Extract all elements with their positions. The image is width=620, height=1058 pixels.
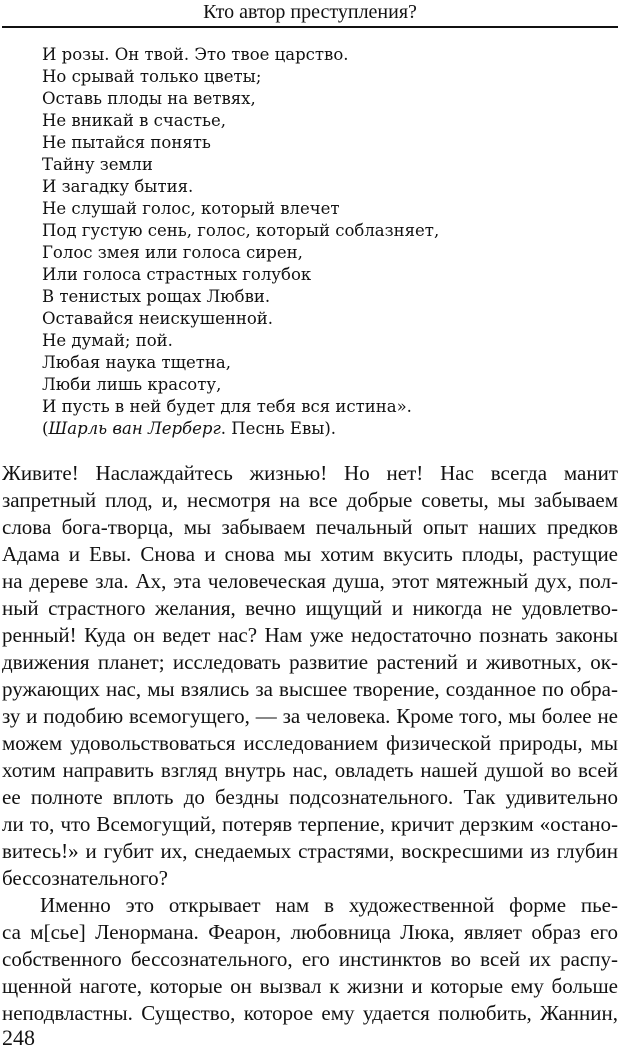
paragraph-line: Именно это открывает нам в художественной форме пье- <box>40 893 618 917</box>
poem-line: И пусть в ней будет для тебя вся истина». <box>42 397 412 416</box>
poem-line: В тенистых рощах Любви. <box>42 287 271 306</box>
running-header <box>0 0 620 28</box>
paragraph-line: можем удовольствоваться исследованием физической природы, мы <box>2 731 618 755</box>
poem-line: Под густую сень, голос, который соблазняет, <box>42 221 440 240</box>
poem-line: Или голоса страстных голубок <box>42 265 312 284</box>
poem-line: И загадку бытия. <box>42 177 194 196</box>
paragraph-line: витесь!» и губит их, снедаемых страстями, воскресшими из глубин <box>2 839 618 863</box>
paragraph-line: на дереве зла. Ах, эта человеческая душа, этот мятежный дух, пол- <box>2 569 618 593</box>
attribution-rest: . Песнь Евы). <box>220 419 337 438</box>
paragraph-line: Живите! Наслаждайтесь жизнью! Но нет! Нас всегда манит <box>2 461 618 485</box>
paragraph-line: са м[сье] Ленормана. Феарон, любовница Люка, являет образ его <box>2 920 618 944</box>
poem-quote <box>42 44 602 440</box>
poem-line: Люби лишь красоту, <box>42 375 222 394</box>
paragraph-line: зу и подобию всемогущего, — за человека. Кроме того, мы более не <box>2 704 618 728</box>
paragraph-line: щенной наготе, которые он вызвал к жизни и которые ему больше <box>2 974 618 998</box>
paragraph-line: собственного бессознательного, его инстинктов во всей их распу- <box>2 947 618 971</box>
poem-line: Не пытайся понять <box>42 133 211 152</box>
poem-attribution <box>42 418 602 440</box>
poem-line: Оставь плоды на ветвях, <box>42 89 256 108</box>
attribution-author: Шарль ван Лерберг <box>48 419 221 438</box>
paragraph-line: ли то, что Всемогущий, потеряв терпение, кричит дерзким «остано- <box>2 812 618 836</box>
poem-line: Оставайся неискушенной. <box>42 309 274 328</box>
paragraph-line: запретный плод, и, несмотря на все добрые советы, мы забываем <box>2 488 618 512</box>
poem-line: Не вникай в счастье, <box>42 111 226 130</box>
poem-line: Но срывай только цветы; <box>42 67 262 86</box>
paragraph-line: ренный! Куда он ведет нас? Нам уже недостаточно познать законы <box>2 623 618 647</box>
body-text <box>2 460 618 1027</box>
running-header-title: Кто автор преступления? <box>203 1 417 23</box>
paragraph-line: бессознательного? <box>2 866 168 890</box>
poem-line: Голос змея или голоса сирен, <box>42 243 303 262</box>
paragraph-line: ный страстного желания, вечно ищущий и никогда не удовлетво- <box>2 596 618 620</box>
poem-line: Не слушай голос, который влечет <box>42 199 340 218</box>
poem-line: Не думай; пой. <box>42 331 173 350</box>
poem-line: И розы. Он твой. Это твое царство. <box>42 45 349 64</box>
poem-line: Любая наука тщетна, <box>42 353 231 372</box>
paragraph-line: движения планет; исследовать развитие растений и животных, ок- <box>2 650 618 674</box>
page-number: 248 <box>2 1025 35 1050</box>
paragraph-line: Адама и Евы. Снова и снова мы хотим вкусить плоды, растущие <box>2 542 618 566</box>
attribution-open: ( <box>42 419 49 438</box>
paragraph-line: слова бога-творца, мы забываем печальный опыт наших предков <box>2 515 618 539</box>
paragraph-line: ружающих нас, мы взялись за высшее творение, созданное по обра- <box>2 677 618 701</box>
paragraph-line: ее полноте вплоть до бездны подсознательного. Так удивительно <box>2 785 618 809</box>
paragraph-line: неподвластны. Существо, которое ему удается полюбить, Жаннин, <box>2 1001 618 1025</box>
paragraph-line: хотим направить взгляд внутрь нас, овладеть нашей душой во всей <box>2 758 618 782</box>
header-rule <box>2 26 618 28</box>
poem-line: Тайну земли <box>42 155 153 174</box>
